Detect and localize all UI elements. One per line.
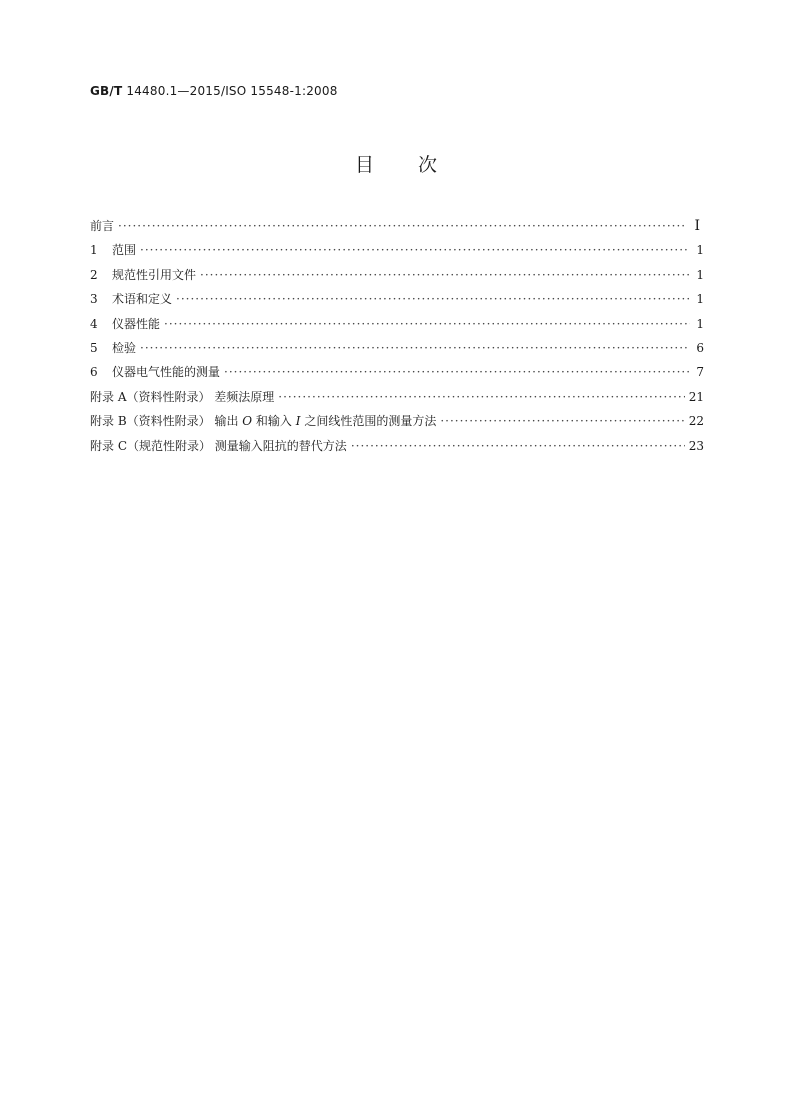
toc-label: 范围 <box>112 243 137 258</box>
toc-label: 检验 <box>112 340 137 355</box>
toc-entry-annex-c[interactable] <box>90 434 704 458</box>
toc-number: 4 <box>90 316 98 331</box>
toc-page: 1 <box>696 316 704 331</box>
toc-entry-annex-a[interactable] <box>90 385 704 409</box>
toc-page: 1 <box>696 292 704 307</box>
toc-label-part: 和输入 <box>252 414 296 429</box>
leader-dots <box>200 263 690 287</box>
toc-page: I <box>694 218 700 234</box>
leader-dots <box>176 287 690 311</box>
toc-page: 21 <box>688 389 704 404</box>
toc-label <box>90 409 436 433</box>
toc-page: 1 <box>696 243 704 258</box>
toc-label: 附录 C（规范性附录） 测量输入阻抗的替代方法 <box>90 438 347 453</box>
page-title <box>0 150 792 177</box>
toc-entry-2[interactable] <box>90 263 704 287</box>
toc-entry-annex-b[interactable] <box>90 409 704 433</box>
table-of-contents <box>90 214 704 458</box>
toc-label-part: 之间线性范围的测量方法 <box>300 414 437 429</box>
leader-dots <box>224 360 690 384</box>
document-header <box>90 84 338 98</box>
standard-number: 14480.1—2015/ISO 15548-1:2008 <box>122 84 338 98</box>
standard-prefix: GB/T <box>90 84 123 98</box>
toc-entry-1[interactable] <box>90 238 704 262</box>
leader-dots <box>118 214 686 238</box>
toc-page: 6 <box>696 340 704 355</box>
toc-label: 前言 <box>90 219 115 233</box>
toc-label: 仪器性能 <box>112 316 161 331</box>
toc-label: 规范性引用文件 <box>112 267 197 282</box>
toc-number: 5 <box>90 340 98 355</box>
toc-entry-foreword[interactable] <box>90 214 704 238</box>
toc-page: 23 <box>688 438 704 453</box>
toc-entry-6[interactable] <box>90 360 704 384</box>
toc-page: 7 <box>696 365 704 380</box>
toc-label-part: 附录 B（资料性附录） 输出 <box>90 414 243 429</box>
toc-number: 1 <box>90 243 98 258</box>
leader-dots <box>278 385 684 409</box>
toc-page: 22 <box>688 414 704 429</box>
toc-label: 术语和定义 <box>112 292 173 307</box>
symbol-input: I <box>295 414 301 429</box>
title-char-1: 目 <box>354 154 374 176</box>
leader-dots <box>351 434 685 458</box>
leader-dots <box>140 336 690 360</box>
toc-label: 仪器电气性能的测量 <box>112 365 221 380</box>
toc-entry-5[interactable] <box>90 336 704 360</box>
title-char-2: 次 <box>418 154 438 176</box>
toc-number: 2 <box>90 267 98 282</box>
toc-number: 3 <box>90 292 98 307</box>
symbol-output: O <box>242 414 253 429</box>
leader-dots <box>164 312 690 336</box>
toc-entry-4[interactable] <box>90 312 704 336</box>
leader-dots <box>140 238 690 262</box>
toc-label: 附录 A（资料性附录） 差频法原理 <box>90 389 275 404</box>
toc-entry-3[interactable] <box>90 287 704 311</box>
toc-page: 1 <box>696 267 704 282</box>
toc-number: 6 <box>90 365 98 380</box>
leader-dots <box>440 409 684 433</box>
